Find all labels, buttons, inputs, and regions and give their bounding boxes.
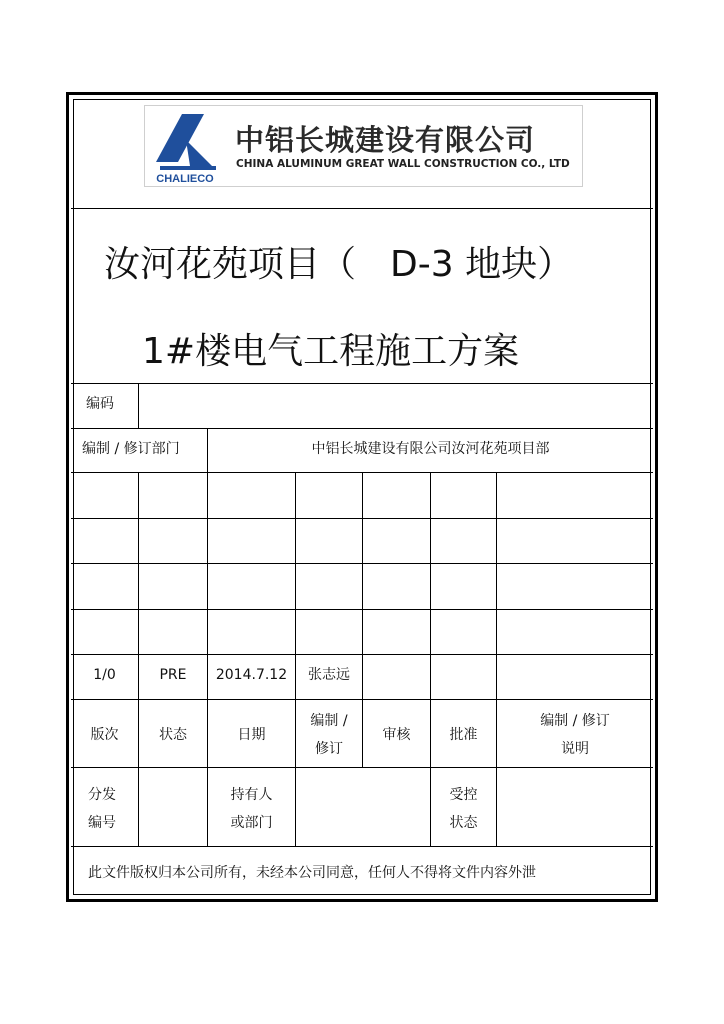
holder-line2: 或部门 <box>230 815 273 831</box>
header-description <box>497 706 653 764</box>
divider <box>71 383 653 384</box>
divider <box>496 472 497 846</box>
rev-version: 1/0 <box>93 667 116 683</box>
header-approve: 批准 <box>449 727 478 743</box>
copyright-notice: 此文件版权归本公司所有，未经本公司同意，任何人不得将文件内容外泄 <box>88 865 536 881</box>
distribution-number-label <box>71 780 133 838</box>
divider <box>71 428 653 429</box>
header-description-line1: 编制 / 修订 <box>540 713 610 729</box>
header-version: 版次 <box>90 727 119 743</box>
distribution-line1: 分发 <box>88 787 116 803</box>
code-label: 编码 <box>86 396 114 412</box>
divider <box>138 472 139 846</box>
company-name-en: CHINA ALUMINUM GREAT WALL CONSTRUCTION CO., LTD <box>236 158 570 170</box>
holder-label <box>208 780 295 838</box>
header-date: 日期 <box>237 727 266 743</box>
document-title: 1#楼电气工程施工方案 <box>142 331 520 372</box>
header-review: 审核 <box>382 727 411 743</box>
header-edit-line1: 编制 / <box>310 713 348 729</box>
divider <box>138 383 139 428</box>
rev-date: 2014.7.12 <box>215 667 288 683</box>
dept-label: 编制 / 修订部门 <box>82 441 180 457</box>
project-title <box>104 236 573 287</box>
controlled-line1: 受控 <box>449 787 478 803</box>
company-name-cn: 中铝长城建设有限公司 <box>235 123 536 157</box>
controlled-line2: 状态 <box>449 815 478 831</box>
divider <box>71 767 653 768</box>
divider <box>295 472 296 846</box>
distribution-line2: 编号 <box>88 815 116 831</box>
header-edit-line2: 修订 <box>315 741 343 757</box>
dept-value: 中铝长城建设有限公司汝河花苑项目部 <box>311 441 550 457</box>
company-logo <box>144 105 583 187</box>
logo-wordmark: CHALIECO <box>156 173 214 184</box>
rev-editor: 张志远 <box>308 667 350 683</box>
header-edit <box>296 706 362 764</box>
header-status: 状态 <box>159 727 187 743</box>
divider <box>71 208 653 209</box>
header-description-line2: 说明 <box>561 741 589 757</box>
controlled-status-label <box>431 780 496 838</box>
rev-status: PRE <box>159 667 187 683</box>
chalieco-logo-icon <box>150 110 220 184</box>
project-title-name: 汝河花苑项目（ <box>104 244 357 285</box>
project-title-plot: D-3 地块） <box>390 244 574 285</box>
divider <box>71 846 653 847</box>
holder-line1: 持有人 <box>230 787 273 803</box>
